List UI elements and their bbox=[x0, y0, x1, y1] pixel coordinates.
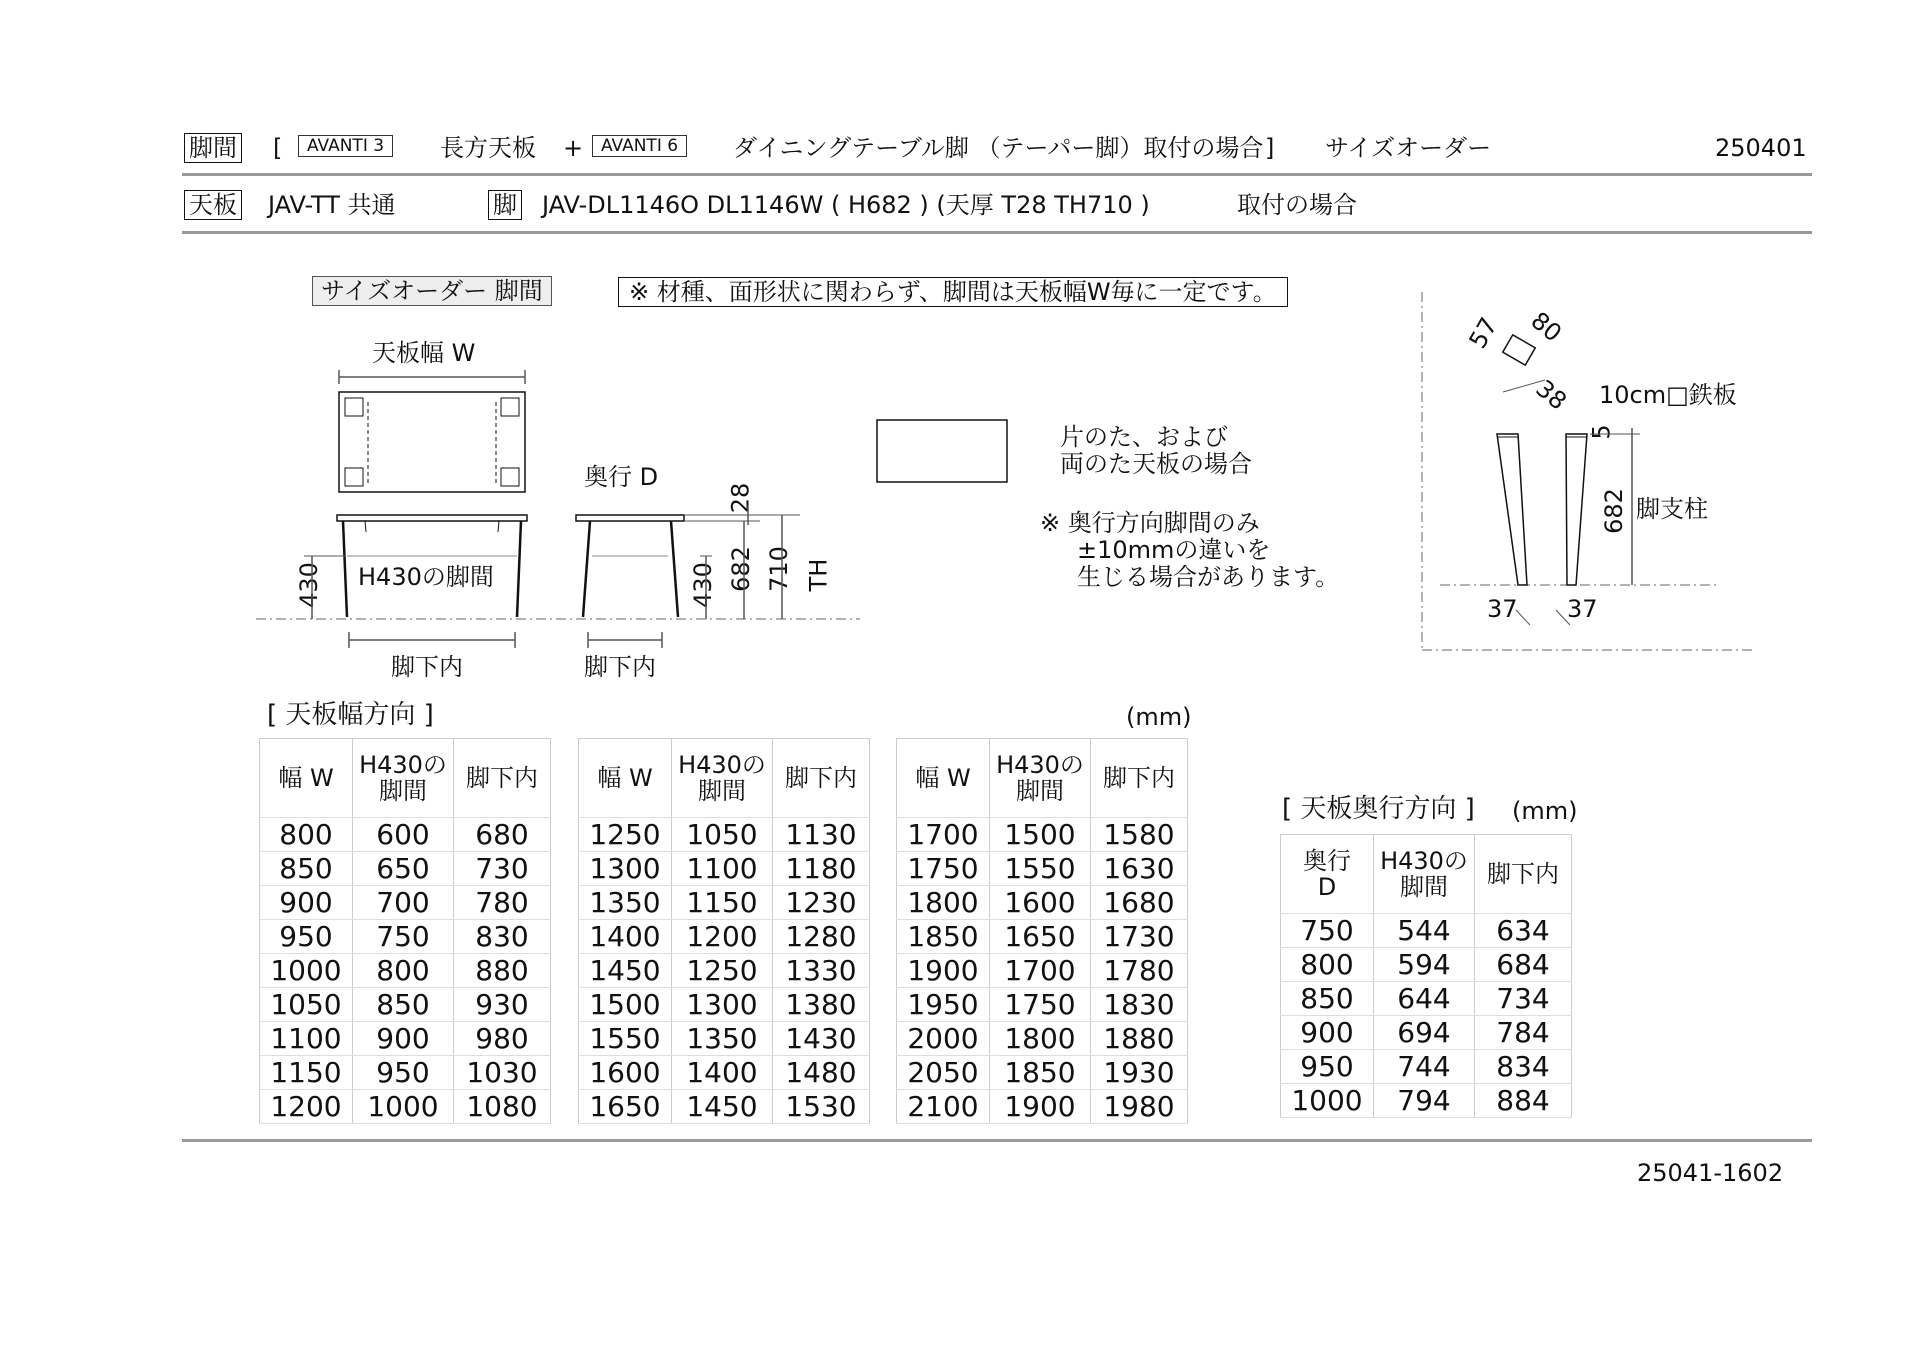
column-header: H430の 脚間 bbox=[672, 739, 773, 818]
table-row bbox=[897, 1090, 1188, 1124]
column-header: 脚下内 bbox=[1475, 835, 1572, 914]
table-cell: 1430 bbox=[773, 1022, 870, 1056]
table-cell: 1030 bbox=[454, 1056, 551, 1090]
table-row bbox=[579, 1056, 870, 1090]
table-cell: 950 bbox=[1281, 1050, 1374, 1084]
table-row bbox=[1281, 948, 1572, 982]
width-table-3 bbox=[896, 738, 1188, 1124]
table-cell: 1350 bbox=[672, 1022, 773, 1056]
table-cell: 1530 bbox=[773, 1090, 870, 1124]
table-cell: 1480 bbox=[773, 1056, 870, 1090]
table-cell: 1000 bbox=[353, 1090, 454, 1124]
table-cell: 1780 bbox=[1091, 954, 1188, 988]
table-cell: 2050 bbox=[897, 1056, 990, 1090]
table-cell: 784 bbox=[1475, 1016, 1572, 1050]
table-cell: 1450 bbox=[579, 954, 672, 988]
depth-note-3: 生じる場合があります。 bbox=[1077, 563, 1340, 591]
table-cell: 1200 bbox=[260, 1090, 353, 1124]
table-cell: 1400 bbox=[579, 920, 672, 954]
series-badge-avanti6: AVANTI 6 bbox=[592, 135, 687, 157]
table-cell: 594 bbox=[1374, 948, 1475, 982]
column-header: H430の 脚間 bbox=[353, 739, 454, 818]
table-cell: 1230 bbox=[773, 886, 870, 920]
table-cell: 800 bbox=[260, 818, 353, 852]
header-size-order: サイズオーダー bbox=[1325, 134, 1492, 162]
table-cell: 1250 bbox=[672, 954, 773, 988]
table-row bbox=[897, 920, 1188, 954]
table-cell: 1900 bbox=[897, 954, 990, 988]
table-cell: 600 bbox=[353, 818, 454, 852]
table-row bbox=[260, 818, 551, 852]
table-cell: 1550 bbox=[990, 852, 1091, 886]
size-order-tag: サイズオーダー 脚間 bbox=[312, 276, 552, 306]
table-cell: 850 bbox=[1281, 982, 1374, 1016]
table-cell: 1100 bbox=[260, 1022, 353, 1056]
table-cell: 1050 bbox=[260, 988, 353, 1022]
table-cell: 1080 bbox=[454, 1090, 551, 1124]
table-cell: 1280 bbox=[773, 920, 870, 954]
table-cell: 1300 bbox=[672, 988, 773, 1022]
table-row bbox=[897, 988, 1188, 1022]
width-section-unit: (mm) bbox=[1126, 703, 1192, 731]
table-row bbox=[1281, 1050, 1572, 1084]
column-header: 幅 W bbox=[260, 739, 353, 818]
table-cell: 1050 bbox=[672, 818, 773, 852]
leg-dim-682: 682 bbox=[1599, 488, 1628, 534]
table-cell: 794 bbox=[1374, 1084, 1475, 1118]
top-width-label: 天板幅 W bbox=[372, 339, 476, 367]
header-bracket-close: ] bbox=[1265, 134, 1275, 162]
column-header: 奥行 D bbox=[1281, 835, 1374, 914]
leg-dim-37b: 37 bbox=[1567, 595, 1598, 623]
table-cell: 1730 bbox=[1091, 920, 1188, 954]
table-cell: 1800 bbox=[897, 886, 990, 920]
table-row bbox=[579, 988, 870, 1022]
table-cell: 650 bbox=[353, 852, 454, 886]
table-cell: 780 bbox=[454, 886, 551, 920]
table-row bbox=[260, 988, 551, 1022]
depth-note-2: ±10mmの違いを bbox=[1077, 536, 1271, 564]
table-cell: 680 bbox=[454, 818, 551, 852]
table-cell: 544 bbox=[1374, 914, 1475, 948]
depth-table bbox=[1280, 834, 1572, 1118]
table-cell: 1330 bbox=[773, 954, 870, 988]
shape-note-1: 片のた、および bbox=[1060, 423, 1228, 451]
table-cell: 1650 bbox=[579, 1090, 672, 1124]
table-cell: 1150 bbox=[672, 886, 773, 920]
table-cell: 980 bbox=[454, 1022, 551, 1056]
table-cell: 884 bbox=[1475, 1084, 1572, 1118]
table-row bbox=[897, 1056, 1188, 1090]
table-row bbox=[260, 954, 551, 988]
table-row bbox=[579, 852, 870, 886]
table-cell: 1550 bbox=[579, 1022, 672, 1056]
table-cell: 1750 bbox=[897, 852, 990, 886]
table-row bbox=[260, 1022, 551, 1056]
table-cell: 1380 bbox=[773, 988, 870, 1022]
header-plus: + bbox=[563, 134, 584, 162]
leg-dim-57: 57 bbox=[1463, 312, 1504, 354]
table-row bbox=[260, 886, 551, 920]
table-cell: 880 bbox=[454, 954, 551, 988]
table-cell: 950 bbox=[260, 920, 353, 954]
divider bbox=[182, 173, 1812, 176]
table-cell: 1700 bbox=[897, 818, 990, 852]
table-cell: 1980 bbox=[1091, 1090, 1188, 1124]
table-cell: 900 bbox=[260, 886, 353, 920]
table-cell: 700 bbox=[353, 886, 454, 920]
column-header: 幅 W bbox=[897, 739, 990, 818]
table-row bbox=[579, 886, 870, 920]
table-cell: 850 bbox=[260, 852, 353, 886]
table-cell: 1600 bbox=[990, 886, 1091, 920]
subheader-top-model: JAV-TT 共通 bbox=[268, 191, 396, 219]
header-top-type: 長方天板 bbox=[440, 134, 536, 162]
width-section-title: [ 天板幅方向 ] bbox=[267, 700, 434, 730]
table-cell: 830 bbox=[454, 920, 551, 954]
dim-682: 682 bbox=[726, 546, 755, 592]
dim-430-side: 430 bbox=[688, 562, 717, 608]
table-row bbox=[579, 920, 870, 954]
table-cell: 2000 bbox=[897, 1022, 990, 1056]
leg-dim-37a: 37 bbox=[1487, 595, 1518, 623]
column-header: 脚下内 bbox=[1091, 739, 1188, 818]
table-cell: 734 bbox=[1475, 982, 1572, 1016]
table-cell: 930 bbox=[454, 988, 551, 1022]
table-cell: 694 bbox=[1374, 1016, 1475, 1050]
table-row bbox=[260, 1056, 551, 1090]
inner-label-side: 脚下内 bbox=[584, 653, 656, 681]
table-cell: 1400 bbox=[672, 1056, 773, 1090]
column-header: 脚下内 bbox=[773, 739, 870, 818]
table-row bbox=[897, 954, 1188, 988]
header-code: 250401 bbox=[1715, 134, 1807, 162]
table-cell: 730 bbox=[454, 852, 551, 886]
table-cell: 834 bbox=[1475, 1050, 1572, 1084]
leg-column-label: 脚支柱 bbox=[1636, 495, 1708, 523]
depth-section-title: [ 天板奥行方向 ] bbox=[1282, 794, 1475, 824]
table-row bbox=[1281, 914, 1572, 948]
table-cell: 1930 bbox=[1091, 1056, 1188, 1090]
dim-TH: TH bbox=[804, 558, 833, 592]
shape-note-2: 両のた天板の場合 bbox=[1060, 450, 1252, 478]
dim-28: 28 bbox=[726, 482, 755, 514]
table-cell: 1000 bbox=[260, 954, 353, 988]
table-cell: 644 bbox=[1374, 982, 1475, 1016]
table-cell: 1500 bbox=[579, 988, 672, 1022]
table-cell: 1500 bbox=[990, 818, 1091, 852]
footer-code: 25041-1602 bbox=[1637, 1159, 1784, 1187]
table-row bbox=[897, 852, 1188, 886]
table-row bbox=[897, 818, 1188, 852]
table-cell: 1130 bbox=[773, 818, 870, 852]
table-cell: 1150 bbox=[260, 1056, 353, 1090]
divider bbox=[182, 231, 1812, 234]
table-cell: 750 bbox=[1281, 914, 1374, 948]
table-cell: 1800 bbox=[990, 1022, 1091, 1056]
table-cell: 1100 bbox=[672, 852, 773, 886]
table-cell: 900 bbox=[1281, 1016, 1374, 1050]
table-cell: 1200 bbox=[672, 920, 773, 954]
leg-dim-80: 80 bbox=[1525, 306, 1567, 348]
subheader-box-top: 天板 bbox=[184, 190, 242, 220]
dim-710: 710 bbox=[764, 546, 793, 592]
table-cell: 900 bbox=[353, 1022, 454, 1056]
depth-label: 奥行 D bbox=[584, 463, 659, 491]
subheader-mount: 取付の場合 bbox=[1237, 191, 1357, 219]
table-cell: 850 bbox=[353, 988, 454, 1022]
table-cell: 1300 bbox=[579, 852, 672, 886]
table-cell: 1450 bbox=[672, 1090, 773, 1124]
table-cell: 1250 bbox=[579, 818, 672, 852]
series-badge-avanti3: AVANTI 3 bbox=[298, 135, 393, 157]
table-cell: 1850 bbox=[897, 920, 990, 954]
table-cell: 1680 bbox=[1091, 886, 1188, 920]
table-cell: 1830 bbox=[1091, 988, 1188, 1022]
table-row bbox=[1281, 1016, 1572, 1050]
dim-430-front: 430 bbox=[294, 562, 323, 608]
table-cell: 800 bbox=[1281, 948, 1374, 982]
table-cell: 950 bbox=[353, 1056, 454, 1090]
table-row bbox=[1281, 1084, 1572, 1118]
table-row bbox=[260, 852, 551, 886]
table-row bbox=[1281, 982, 1572, 1016]
table-cell: 1650 bbox=[990, 920, 1091, 954]
table-row bbox=[579, 1022, 870, 1056]
subheader-box-leg: 脚 bbox=[488, 190, 522, 220]
h430-label: H430の脚間 bbox=[358, 563, 494, 591]
table-cell: 1000 bbox=[1281, 1084, 1374, 1118]
table-cell: 1180 bbox=[773, 852, 870, 886]
table-cell: 1750 bbox=[990, 988, 1091, 1022]
column-header: 脚下内 bbox=[454, 739, 551, 818]
table-row bbox=[897, 886, 1188, 920]
table-cell: 1630 bbox=[1091, 852, 1188, 886]
column-header: H430の 脚間 bbox=[990, 739, 1091, 818]
depth-section-unit: (mm) bbox=[1512, 797, 1578, 825]
table-cell: 750 bbox=[353, 920, 454, 954]
inner-label-front: 脚下内 bbox=[391, 653, 463, 681]
table-row bbox=[579, 954, 870, 988]
depth-note-1: ※ 奥行方向脚間のみ bbox=[1040, 509, 1260, 537]
material-note: ※ 材種、面形状に関わらず、脚間は天板幅W毎に一定です。 bbox=[618, 277, 1288, 307]
divider bbox=[182, 1139, 1812, 1142]
table-cell: 1350 bbox=[579, 886, 672, 920]
table-row bbox=[260, 920, 551, 954]
table-cell: 1880 bbox=[1091, 1022, 1188, 1056]
leg-plate-label: 10cm□鉄板 bbox=[1599, 381, 1737, 409]
table-row bbox=[579, 1090, 870, 1124]
table-row bbox=[260, 1090, 551, 1124]
table-row bbox=[897, 1022, 1188, 1056]
header-box-legspan: 脚間 bbox=[184, 133, 242, 163]
table-cell: 634 bbox=[1475, 914, 1572, 948]
table-cell: 1950 bbox=[897, 988, 990, 1022]
table-cell: 1850 bbox=[990, 1056, 1091, 1090]
subheader-leg-model: JAV-DL1146O DL1146W ( H682 ) (天厚 T28 TH710 ) bbox=[542, 191, 1150, 219]
table-cell: 1900 bbox=[990, 1090, 1091, 1124]
header-bracket-open: [ bbox=[273, 134, 283, 162]
table-cell: 2100 bbox=[897, 1090, 990, 1124]
table-cell: 1580 bbox=[1091, 818, 1188, 852]
table-row bbox=[579, 818, 870, 852]
table-cell: 1600 bbox=[579, 1056, 672, 1090]
table-cell: 800 bbox=[353, 954, 454, 988]
header-leg-type: ダイニングテーブル脚 （テーパー脚）取付の場合 bbox=[733, 134, 1264, 162]
column-header: H430の 脚間 bbox=[1374, 835, 1475, 914]
leg-dim-5: 5 bbox=[1587, 424, 1616, 440]
width-table-2 bbox=[578, 738, 870, 1124]
table-cell: 1700 bbox=[990, 954, 1091, 988]
column-header: 幅 W bbox=[579, 739, 672, 818]
width-table-1 bbox=[259, 738, 551, 1124]
table-cell: 744 bbox=[1374, 1050, 1475, 1084]
leg-dim-38: 38 bbox=[1530, 374, 1572, 416]
table-cell: 684 bbox=[1475, 948, 1572, 982]
